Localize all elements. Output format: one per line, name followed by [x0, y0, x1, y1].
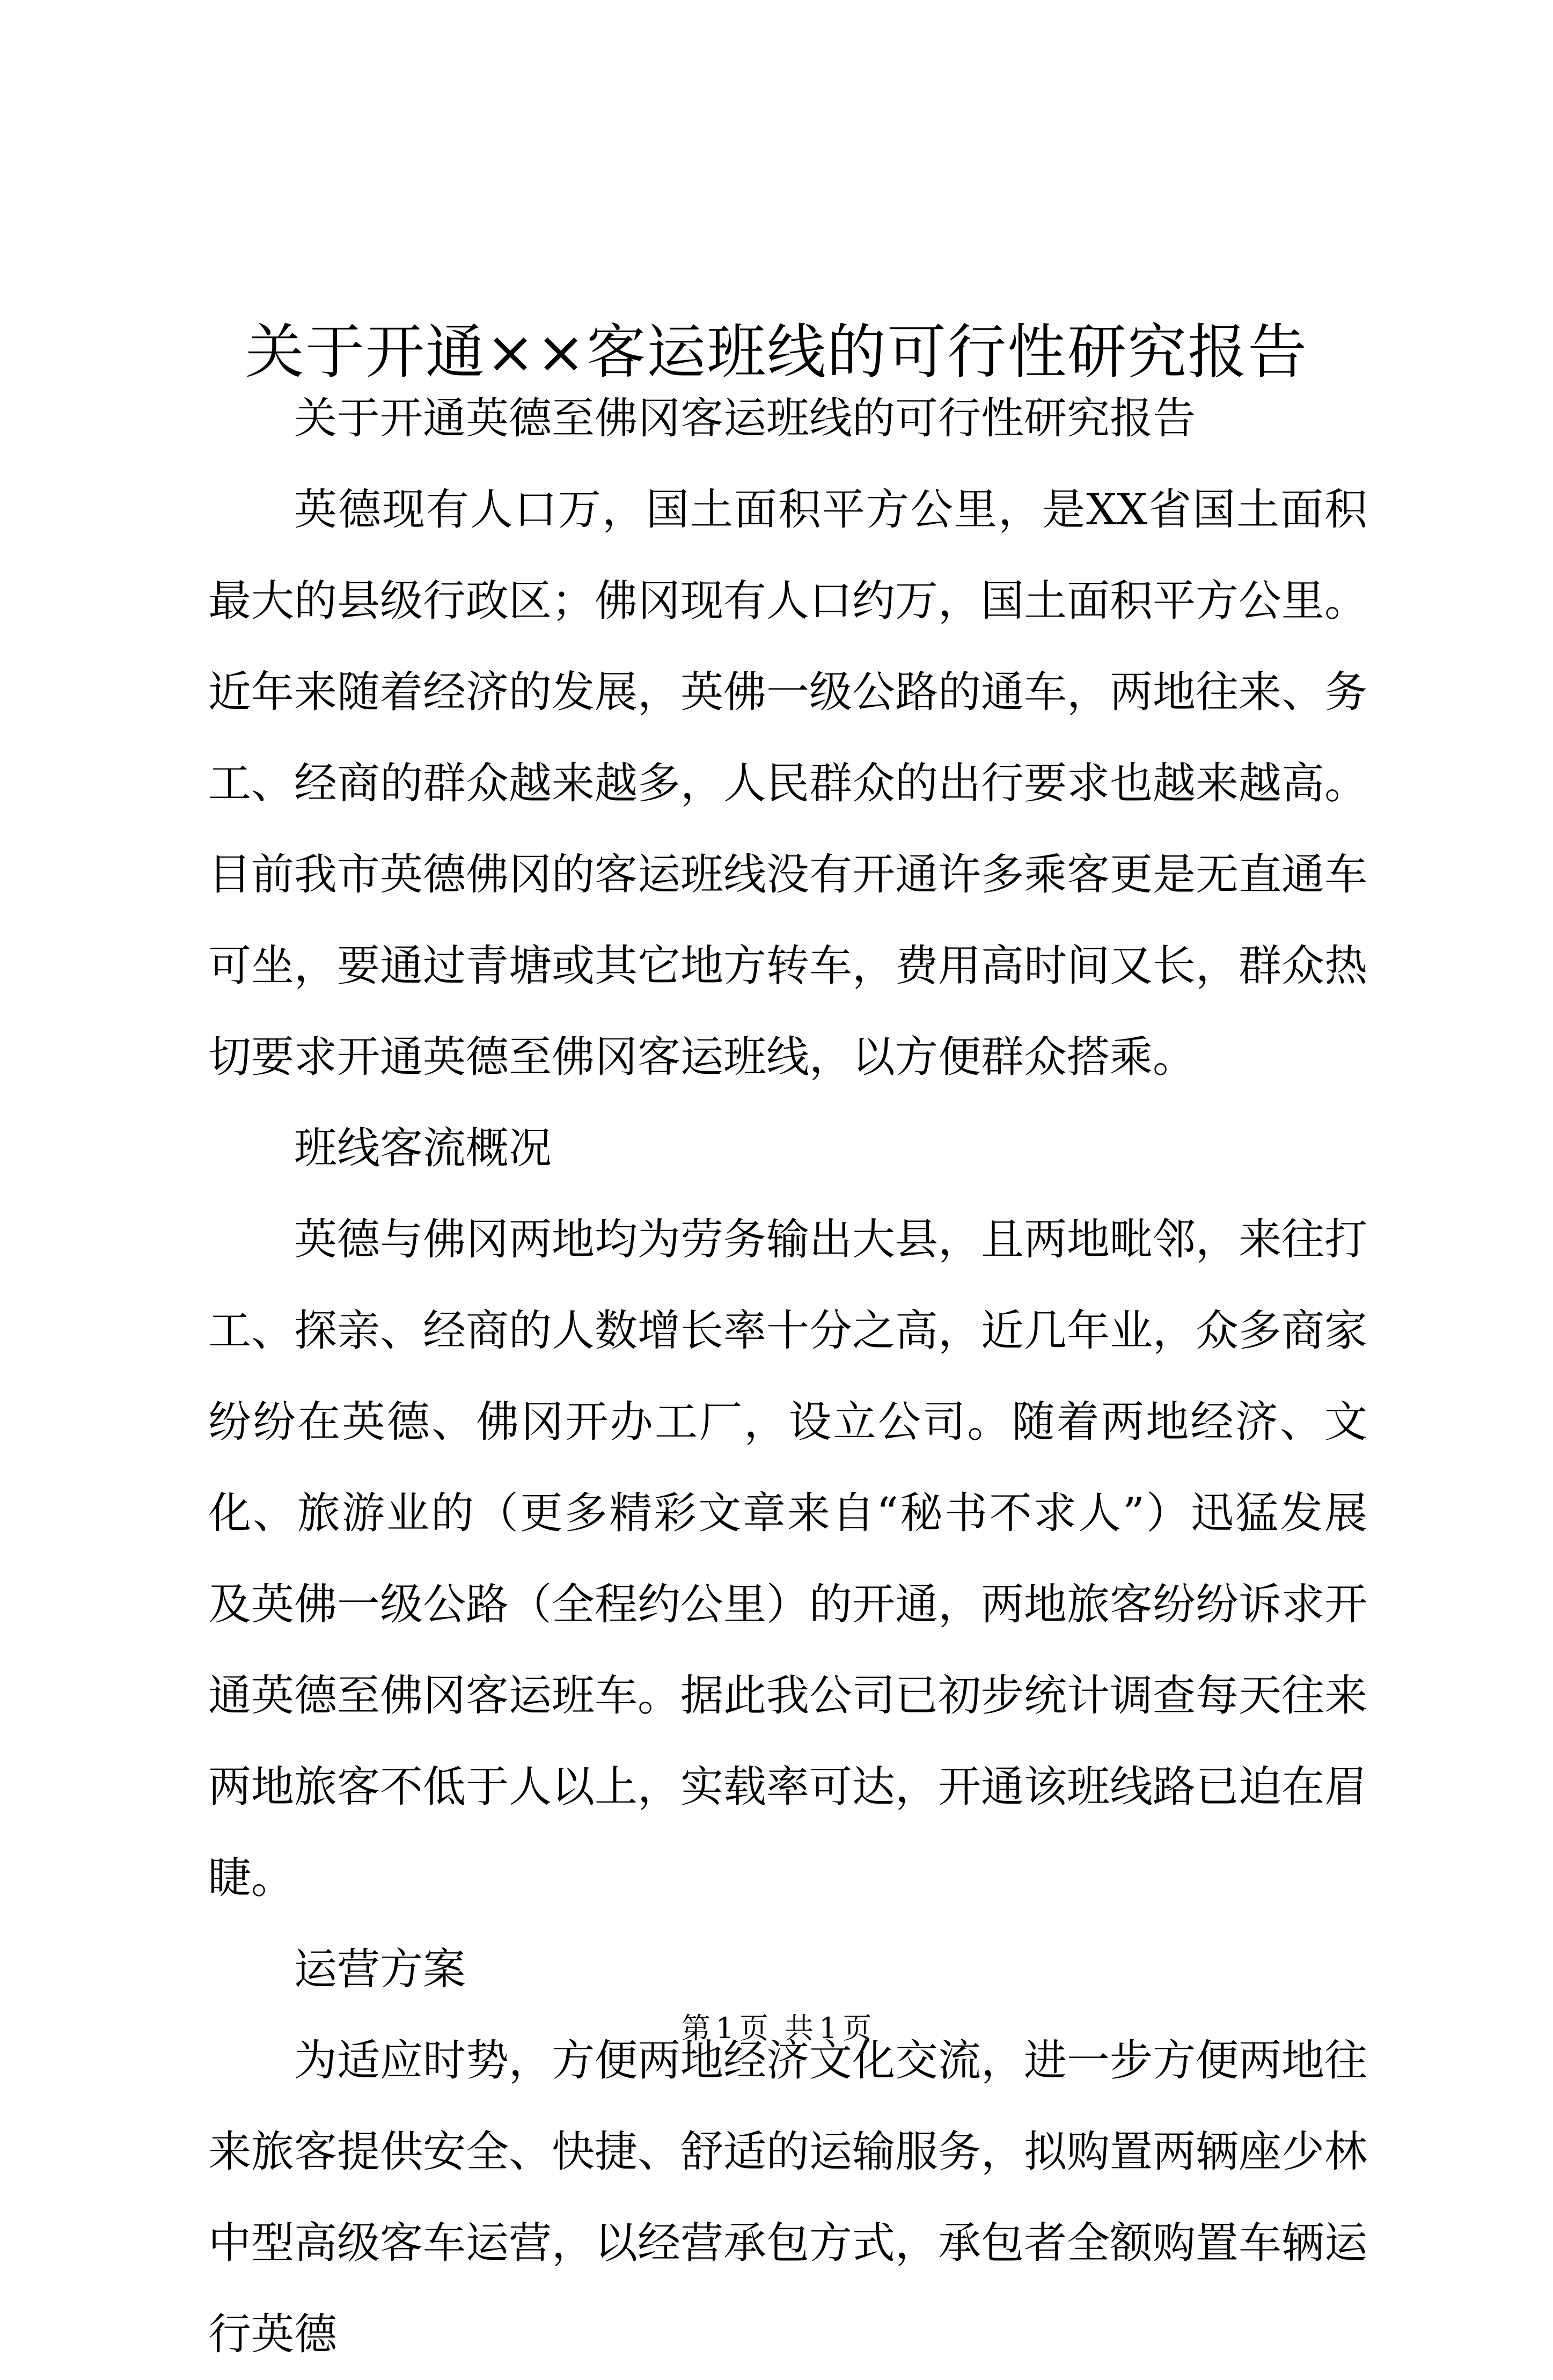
total-label-suffix: 页 [843, 2011, 872, 2045]
section-heading: 班线客流概况 [294, 1123, 552, 1173]
document-title: 关于开通××客运班线的可行性研究报告 [245, 317, 1308, 386]
document-body [208, 373, 1367, 2380]
page-label-suffix: 页 [739, 2011, 768, 2045]
body-paragraph: 为适应时势，方便两地经济文化交流，进一步方便两地往来旅客提供安全、快捷、舒适的运输服务，拟购置两辆座少林中型高级客车运营，以经营承包方式，承包者全额购置车辆运行英德 [208, 2035, 1367, 2359]
page-footer [0, 2010, 1553, 2047]
body-paragraph: 英德与佛冈两地均为劳务输出大县，且两地毗邻，来往打工、探亲、经商的人数增长率十分之高，近几年业，众多商家纷纷在英德、佛冈开办工厂，设立公司。随着两地经济、文化、旅游业的（更多精彩文章来自“秘书不求人”）迅猛发展及英佛一级公路（全程约公里）的开通，两地旅客纷纷诉求开通英德至佛冈客运班车。据此我公司已初步统计调查每天往来两地旅客不低于人以上，实载率可达，开通该班线路已迫在眉睫。 [208, 1214, 1367, 1903]
body-paragraph: 英德现有人口万，国土面积平方公里，是XX省国土面积最大的县级行政区；佛冈现有人口约万，国土面积平方公里。近年来随着经济的发展，英佛一级公路的通车，两地往来、务工、经商的群众越来越多，人民群众的出行要求也越来越高。目前我市英德佛冈的客运班线没有开通许多乘客更是无直通车可坐，要通过青塘或其它地方转车，费用高时间又长，群众热切要求开通英德至佛冈客运班线，以方便群众搭乘。 [208, 485, 1367, 1082]
total-label-prefix: 共 [785, 2011, 814, 2045]
page-number: 1 [715, 2011, 734, 2045]
subtitle-paragraph: 关于开通英德至佛冈客运班线的可行性研究报告 [294, 393, 1196, 443]
page-label-prefix: 第 [681, 2011, 710, 2045]
page-total: 1 [819, 2011, 838, 2045]
section-heading: 运营方案 [294, 1944, 466, 1994]
